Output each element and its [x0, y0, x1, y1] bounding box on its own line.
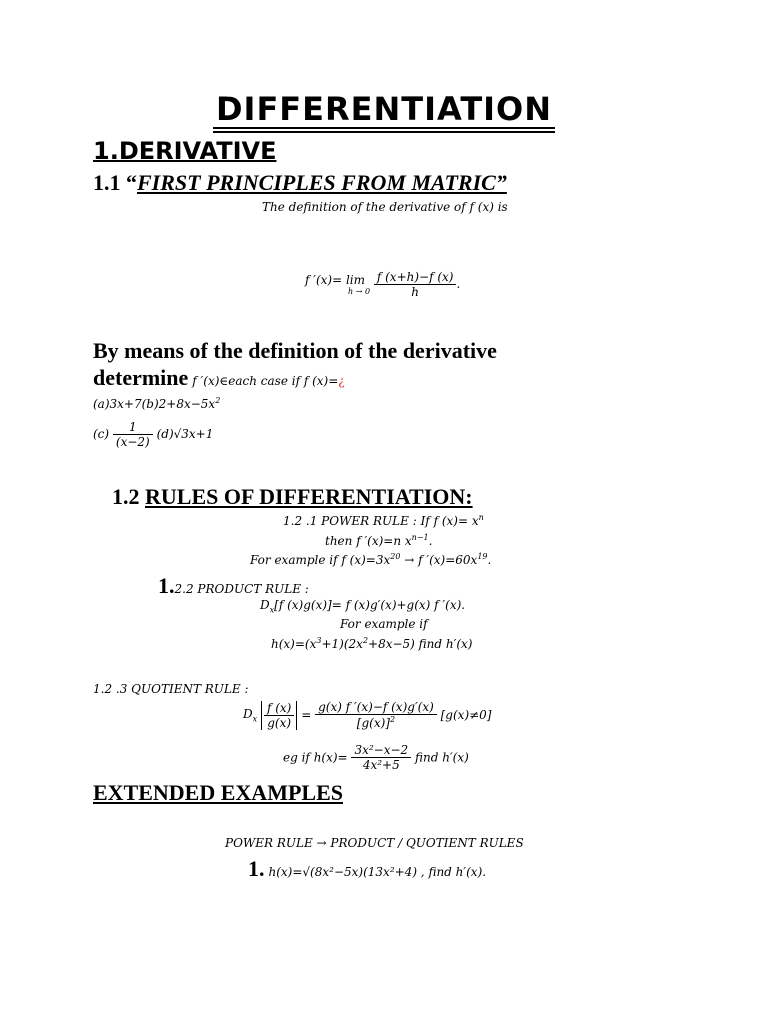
quotient-d-sub: x [252, 714, 258, 724]
power-rule-sup: n [478, 513, 484, 522]
quotient-right-den-sup: 2 [389, 715, 396, 724]
exercise-c-label: (c) [93, 427, 110, 441]
quotient-right-num: g(x) f ′(x)−f (x)g′(x) [315, 700, 437, 715]
power-rule-text: 1.2 .1 POWER RULE : If f (x)= x [283, 514, 479, 528]
product-example-sup1: 3 [316, 636, 322, 645]
subsection-title: FIRST PRINCIPLES FROM MATRIC” [137, 170, 507, 195]
power-rule-then-end: . [428, 534, 433, 548]
product-example-a: h(x)=(x [271, 637, 317, 651]
quotient-rule-formula [243, 700, 492, 730]
power-rule-line2 [325, 533, 432, 548]
quotient-right-fraction [315, 700, 437, 730]
section-heading-derivative: 1.DERIVATIVE [93, 137, 277, 165]
product-example-sup2: 2 [362, 636, 369, 645]
power-example-sup1: 20 [390, 552, 401, 561]
exercise-a-b-sup: 2 [215, 396, 221, 405]
definition-formula [300, 270, 460, 299]
quotient-d: D [243, 706, 253, 721]
subsection-heading-first-principles [93, 170, 507, 196]
exercise-intro-line1: By means of the definition of the derivative [93, 338, 497, 363]
quotient-right-den: [g(x)] [356, 716, 390, 730]
rules-flow-line: POWER RULE → PRODUCT / QUOTIENT RULES [225, 836, 524, 850]
extended-example-number: 1. [248, 856, 265, 881]
exercise-parts-a-b [93, 396, 220, 411]
rules-number: 1.2 [112, 484, 145, 509]
formula-period: . [456, 277, 461, 291]
section-heading-extended-examples: EXTENDED EXAMPLES [93, 780, 343, 805]
quotient-rule-label: 1.2 .3 QUOTIENT RULE : [93, 682, 249, 696]
quotient-example-num: 3x²−x−2 [351, 743, 411, 758]
quotient-example-end: find h′(x) [415, 750, 469, 765]
quotient-equals: = [301, 708, 312, 722]
power-rule-then: then f ′(x)=n x [325, 534, 412, 548]
formula-denominator: h [411, 285, 420, 299]
definition-text: The definition of the derivative of f (x) is [262, 200, 508, 214]
power-rule-example [250, 552, 491, 567]
quotient-condition: [g(x)≠0] [440, 708, 492, 722]
product-formula-rest: [f (x)g(x)]= f (x)g′(x)+g(x) f ′(x). [274, 598, 466, 612]
quotient-example-fraction [351, 743, 411, 772]
product-example-b: +1)(2x [321, 637, 363, 651]
exercise-condition: f ′(x)∈each case if f (x)= [192, 374, 339, 388]
quotient-left-num: f (x) [264, 701, 294, 716]
power-rule-then-sup: n−1 [411, 533, 429, 542]
product-example-label: For example if [340, 617, 428, 631]
product-rule-formula [260, 598, 465, 614]
exercise-determine-word: determine [93, 365, 189, 390]
product-rule-label: 2.2 PRODUCT RULE : [174, 582, 309, 596]
quotient-example-den: 4x²+5 [362, 758, 400, 772]
power-example-sup2: 19 [477, 552, 488, 561]
product-formula-d: D [260, 598, 270, 612]
rules-title: RULES OF DIFFERENTIATION: [145, 484, 473, 509]
power-example-rhs: → f ′(x)=60x [400, 553, 478, 567]
page-title: DIFFERENTIATION [215, 90, 553, 128]
extended-example-1 [248, 856, 486, 882]
exercise-parts-c-d [93, 420, 213, 449]
quotient-example-lhs: eg if h(x)= [283, 750, 348, 765]
power-rule-line1 [283, 513, 484, 528]
exercise-c-numerator: 1 [113, 420, 153, 435]
exercise-c-fraction [113, 420, 153, 449]
exercise-glyph: ¿ [338, 374, 345, 388]
subsection-number: 1.1 “ [93, 170, 137, 195]
extended-example-math: h(x)=√(8x²−5x)(13x²+4) , find h′(x). [268, 865, 487, 879]
formula-lhs: f ′(x)= lim [304, 273, 366, 287]
title-underline-second [213, 131, 555, 133]
section-heading-rules [112, 484, 473, 510]
power-example-end: . [487, 553, 492, 567]
exercise-a-b-text: (a)3x+7(b)2+8x−5x [93, 397, 216, 411]
product-example-c: +8x−5) find h′(x) [368, 637, 473, 651]
product-example [271, 636, 473, 651]
formula-fraction [374, 270, 457, 299]
quotient-left-fraction [261, 701, 297, 730]
exercise-c-denominator: (x−2) [115, 435, 150, 449]
quotient-left-den: g(x) [267, 715, 292, 730]
formula-limit: h → 0 [348, 287, 371, 296]
power-example-lhs: For example if f (x)=3x [250, 553, 391, 567]
exercise-intro-line2 [93, 365, 345, 391]
product-formula-sub: x [269, 605, 275, 615]
formula-numerator: f (x+h)−f (x) [374, 270, 457, 285]
title-underline [213, 127, 555, 129]
quotient-example [283, 743, 469, 772]
product-rule-heading [158, 573, 309, 599]
exercise-d-text: (d)√3x+1 [156, 427, 214, 441]
product-rule-prefix: 1. [158, 573, 175, 598]
